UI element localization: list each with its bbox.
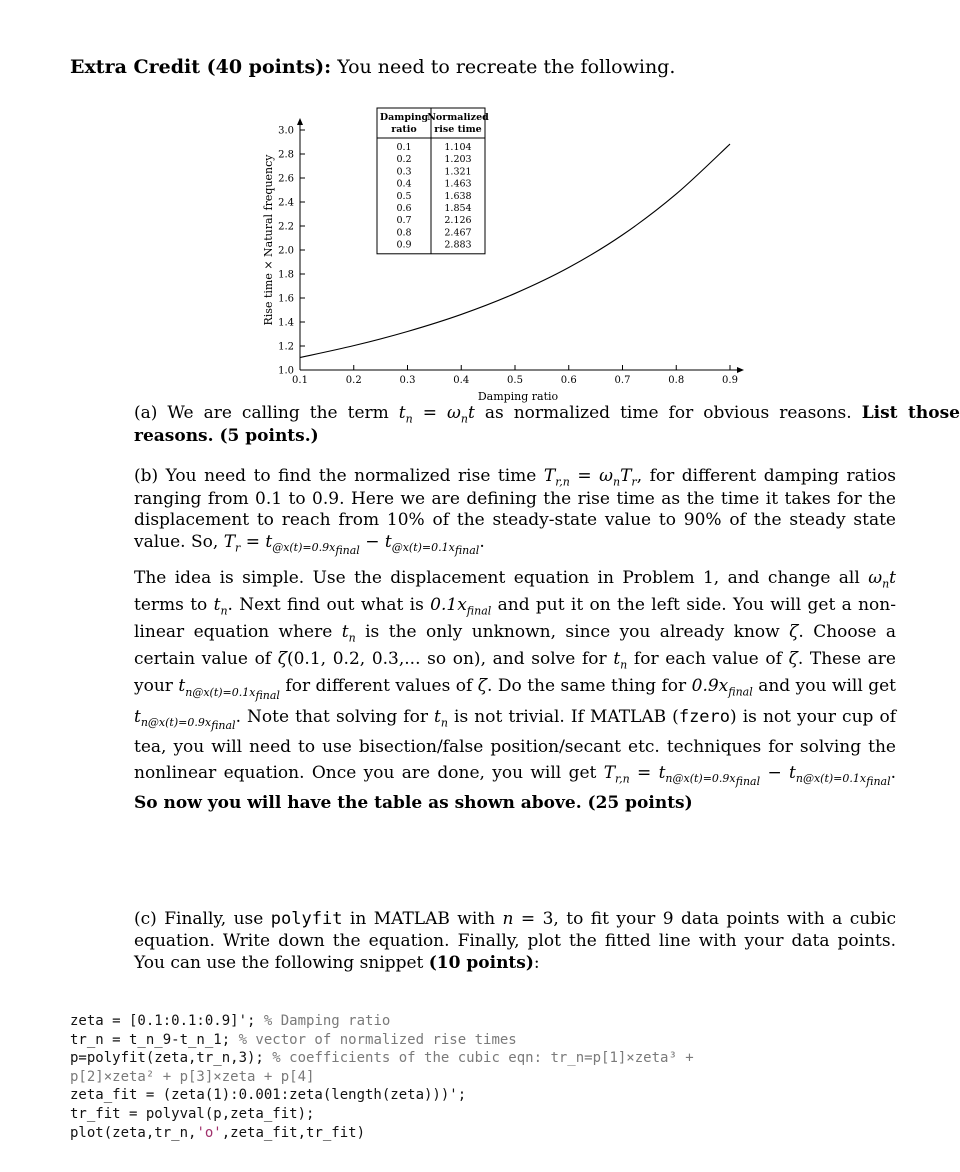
- x-tick-label: 0.6: [560, 375, 577, 386]
- rise-time-definition: $T_r = t_{@x(t)=0.9x_{final}} - t_{@x(t)=0.1x_{final}}$: [223, 531, 480, 558]
- y-tick-label: 3.0: [278, 125, 294, 137]
- table-cell: 1.638: [444, 190, 472, 202]
- method-text-13: . Note that solving for: [235, 706, 435, 727]
- table-cell: 0.9: [396, 239, 412, 251]
- method-text-12: and you will get: [752, 676, 896, 697]
- omega-t: $\omega_nt$: [868, 567, 896, 591]
- method-text-3: . Next find out what is: [227, 595, 431, 616]
- tn-at-0.1: $t_{n@x(t)=0.1x_{final}}$: [178, 676, 280, 702]
- table-cell: 0.1: [396, 142, 412, 153]
- x-tick-label: 0.1: [292, 375, 308, 386]
- x-tick-label: 0.8: [668, 375, 685, 386]
- code-comment: % coefficients of the cubic eqn: tr_n=p[1]×zeta³ +: [272, 1050, 694, 1067]
- part-b-instruction: So now you will have the table as shown above. (25 points): [134, 793, 693, 814]
- table-header-cell: rise time: [434, 124, 482, 135]
- table-cell: 0.5: [396, 190, 412, 202]
- table-cell: 2.126: [444, 215, 472, 227]
- data-table: [377, 108, 489, 254]
- table-header-cell: Normalized: [427, 112, 489, 123]
- heading-rest: You need to recreate the following.: [331, 56, 676, 78]
- code-string: 'o': [196, 1124, 222, 1141]
- table-cell: 2.883: [444, 239, 472, 251]
- table-cell: 0.7: [396, 215, 412, 227]
- assignment-heading: [70, 56, 675, 78]
- code-comment: % vector of normalized rise times: [238, 1031, 517, 1048]
- y-tick-label: 2.0: [278, 245, 294, 257]
- code-line: [70, 1105, 694, 1124]
- code-line: [70, 1068, 694, 1087]
- part-c: [70, 908, 896, 974]
- part-c-text-1: (c) Finally, use: [134, 909, 271, 929]
- code-line: [70, 1049, 694, 1068]
- table-cell: 1.463: [444, 178, 472, 190]
- table-header-cell: Damping: [379, 112, 429, 123]
- rise-time-chart: [260, 100, 760, 410]
- method-text-1: The idea is simple. Use the displacement equation in Problem 1, and change all: [134, 567, 869, 588]
- part-b: [70, 466, 896, 817]
- polyfit-code: polyfit: [270, 909, 343, 929]
- part-b-text-1: (b) You need to find the normalized rise time: [134, 466, 544, 486]
- x-axis-label: Damping ratio: [477, 390, 559, 403]
- table-cell: 1.104: [444, 142, 472, 153]
- part-a-text-1: (a) We are calling the term: [134, 403, 399, 423]
- part-c-text-4: :: [533, 953, 540, 974]
- zeta-symbol: ζ: [477, 676, 487, 697]
- part-a-instruction: List those reasons. (5 points.): [134, 403, 960, 447]
- y-tick-label: 2.4: [278, 197, 294, 209]
- tn-symbol: $t_n$: [341, 622, 356, 645]
- tn-symbol: $t_n$: [434, 706, 448, 730]
- code-comment: p[2]×zeta² + p[3]×zeta + p[4]: [70, 1068, 315, 1085]
- code-line: [70, 1012, 694, 1031]
- method-text-9: . These are your: [134, 649, 896, 697]
- table-cell: 2.467: [444, 227, 472, 239]
- part-c-text-2: in MATLAB with: [342, 909, 503, 929]
- part-b-text-2: , for different damping ratios ranging from 0.1 to 0.9. Here we are defining the rise time as the time it takes for the displacement to reach from 10% of the steady-state value to 90% of the steady state value. So,: [134, 466, 896, 552]
- table-cell: 0.6: [396, 203, 412, 214]
- code-text: p=polyfit(zeta,tr_n,3);: [70, 1050, 273, 1067]
- table-cell: 0.8: [396, 227, 412, 239]
- table-cell: 1.321: [444, 166, 472, 178]
- normalized-time-formula: $t_n = \omega_nt$: [398, 403, 475, 426]
- heading-bold: Extra Credit (40 points):: [70, 56, 332, 78]
- table-header-cell: ratio: [391, 124, 417, 135]
- table-cell: 0.3: [396, 166, 412, 178]
- y-axis-ticks: [278, 126, 305, 377]
- matlab-code-snippet: [70, 1012, 694, 1142]
- y-axis-label: Rise time × Natural frequency: [262, 154, 275, 326]
- method-text-14: is not trivial. If MATLAB (: [447, 706, 679, 727]
- x-tick-label: 0.3: [399, 375, 416, 386]
- fzero-code: fzero: [678, 706, 731, 727]
- point-nine-xfinal: $0.9x_{final}$: [691, 676, 753, 699]
- x-tick-label: 0.9: [722, 375, 738, 386]
- code-text: zeta_fit = (zeta(1):0.001:zeta(length(zeta)))';: [70, 1087, 467, 1104]
- y-tick-label: 1.6: [278, 293, 294, 305]
- method-text-7: (0.1, 0.2, 0.3,... so on), and solve for: [286, 649, 614, 670]
- y-tick-label: 1.8: [278, 269, 294, 281]
- method-text-5: is the only unknown, since you already know: [355, 622, 790, 643]
- method-text-17: .: [890, 762, 897, 783]
- method-text-16: ) is not your cup of tea, you will need to use bisection/false position/secant etc. techniques for solving the nonlinear equation. Once you are done, you will get: [134, 706, 897, 783]
- code-line: [70, 1031, 694, 1050]
- code-text: zeta = [0.1:0.1:0.9]';: [70, 1013, 264, 1029]
- code-line: [70, 1124, 694, 1143]
- table-cell: 1.854: [444, 203, 472, 214]
- y-axis-arrow: [297, 118, 303, 125]
- method-text-4: and put it on the left side. You will get a non-linear equation where: [134, 595, 896, 643]
- part-a-text-2: as normalized time for obvious reasons.: [474, 403, 862, 423]
- normalized-rise-time-formula: $T_{r,n} = \omega_nT_r$: [543, 466, 637, 489]
- table-cell: 0.4: [396, 178, 412, 190]
- part-b-text-3: .: [479, 531, 485, 552]
- method-text-10: for different values of: [279, 676, 478, 697]
- part-c-points: (10 points): [428, 953, 534, 974]
- code-text: ,zeta_fit,tr_fit): [221, 1124, 366, 1141]
- rise-time-curve: [300, 144, 730, 357]
- zeta-symbol: ζ: [789, 622, 799, 643]
- y-tick-label: 1.0: [278, 365, 294, 377]
- table-cell: 0.2: [396, 154, 412, 166]
- x-tick-label: 0.4: [453, 375, 470, 386]
- y-tick-label: 2.8: [278, 149, 294, 161]
- chart-axes: [297, 118, 744, 373]
- method-text-8: for each value of: [627, 649, 789, 670]
- y-tick-label: 1.4: [278, 317, 294, 329]
- y-tick-label: 1.2: [278, 341, 294, 353]
- zeta-symbol: ζ: [277, 649, 287, 670]
- n-symbol: n: [502, 909, 514, 929]
- table-cell: 1.203: [444, 154, 472, 166]
- tn-symbol: $t_n$: [613, 649, 628, 672]
- zeta-symbol: ζ: [788, 649, 798, 670]
- method-text-11: . Do the same thing for: [487, 676, 692, 697]
- x-tick-label: 0.2: [345, 375, 362, 386]
- x-tick-label: 0.5: [507, 375, 523, 386]
- code-text: tr_n = t_n_9-t_n_1;: [70, 1031, 239, 1048]
- tn-at-0.9: $t_{n@x(t)=0.9x_{final}}$: [134, 706, 236, 733]
- part-c-text-3: = 3, to fit your 9 data points with a cubic equation. Write down the equation. Finally, plot the fitted line with your data points. You can use the following snippet: [134, 909, 896, 974]
- code-text: tr_fit = polyval(p,zeta_fit);: [70, 1105, 315, 1122]
- method-text-6: . Choose a certain value of: [134, 622, 897, 670]
- point-one-xfinal: $0.1x_{final}$: [430, 595, 492, 618]
- code-line: [70, 1086, 694, 1105]
- x-tick-label: 0.7: [614, 375, 631, 386]
- x-axis-ticks: [292, 365, 738, 386]
- y-tick-label: 2.2: [278, 221, 294, 233]
- x-axis-arrow: [737, 367, 744, 373]
- method-text-2: terms to: [134, 595, 214, 616]
- y-tick-label: 2.6: [278, 173, 294, 185]
- part-a: [70, 403, 960, 447]
- code-text: plot(zeta,tr_n,: [70, 1124, 197, 1141]
- code-comment: % Damping ratio: [263, 1013, 391, 1029]
- part-b-method: [70, 566, 896, 817]
- tn-rise-formula: $T_{r,n} = t_{n@x(t)=0.9x_{final}} - t_{n@x(t)=0.1x_{final}}$: [603, 762, 891, 789]
- tn-symbol: $t_n$: [213, 595, 228, 618]
